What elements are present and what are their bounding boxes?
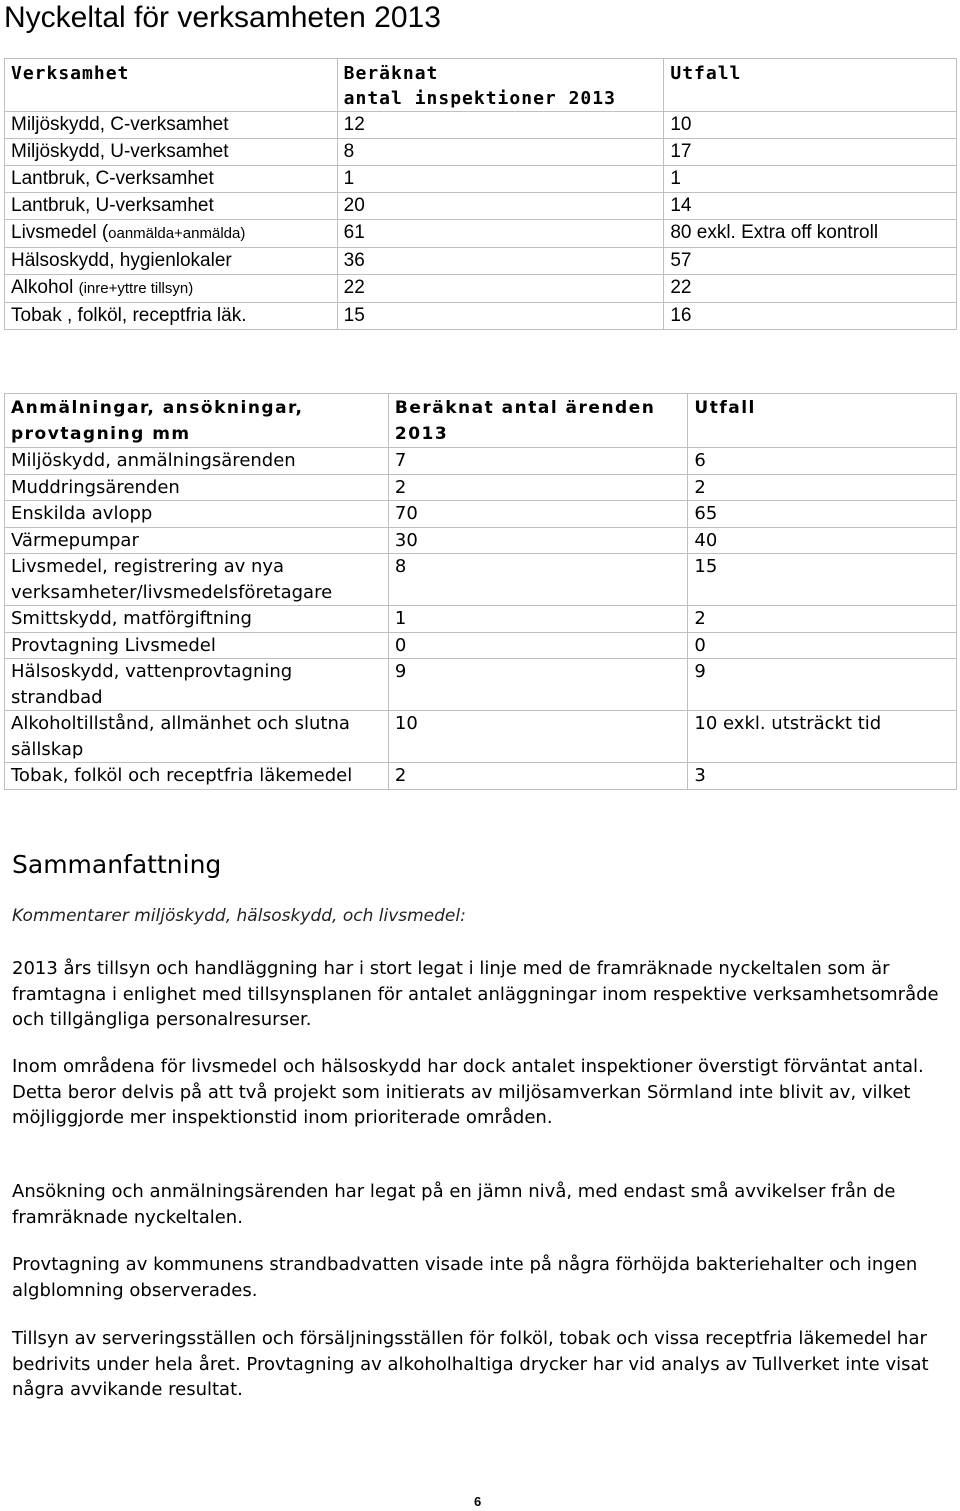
table-row (5, 193, 957, 220)
table-row (5, 606, 957, 633)
row-outcome: 22 (664, 275, 957, 303)
table-row (5, 448, 957, 475)
cases-table (4, 393, 957, 790)
row-planned: 22 (337, 275, 664, 303)
row-name: Smittskydd, matförgiftning (5, 606, 389, 633)
row-outcome: 6 (688, 448, 957, 475)
summary-subheading: Kommentarer miljöskydd, hälsoskydd, och livsmedel: (12, 906, 466, 926)
table-row (5, 248, 957, 275)
row-planned: 12 (337, 112, 664, 139)
summary-paragraph: Ansökning och anmälningsärenden har legat på en jämn nivå, med endast små avvikelser från de framräknade nyckeltalen. (12, 1181, 896, 1228)
table-row (5, 711, 957, 763)
table-header-row (5, 394, 957, 448)
row-outcome: 17 (664, 139, 957, 166)
table-row (5, 554, 957, 606)
row-name: Miljöskydd, anmälningsärenden (5, 448, 389, 475)
row-outcome: 15 (688, 554, 957, 606)
row-outcome: 80 exkl. Extra off kontroll (664, 220, 957, 248)
table-row (5, 527, 957, 554)
table-row (5, 112, 957, 139)
row-name (5, 139, 338, 166)
row-planned: 1 (388, 606, 688, 633)
header-category: Anmälningar, ansökningar, provtagning mm (5, 394, 389, 448)
row-outcome: 40 (688, 527, 957, 554)
row-name: Muddringsärenden (5, 474, 389, 501)
row-name (5, 166, 338, 193)
summary-paragraph: Inom områdena för livsmedel och hälsoskydd har dock antalet inspektioner överstigt förväntat antal. Detta beror delvis på att två projekt som initierats av miljösamverkan Sörmland inte blivit av, vilket möjliggjorde mer inspektionstid inom prioriterade områden. (12, 1056, 924, 1128)
row-planned: 2 (388, 474, 688, 501)
row-outcome: 3 (688, 763, 957, 790)
row-name: Provtagning Livsmedel (5, 632, 389, 659)
table-row (5, 632, 957, 659)
row-planned: 1 (337, 166, 664, 193)
row-planned: 15 (337, 303, 664, 330)
row-name-text: Hälsoskydd, hygienlokaler (11, 250, 232, 271)
table-row (5, 659, 957, 711)
row-outcome: 2 (688, 474, 957, 501)
row-name: Hälsoskydd, vattenprovtagning strandbad (5, 659, 389, 711)
table-row (5, 474, 957, 501)
row-name-text: Livsmedel ( (11, 222, 109, 243)
header-planned-line1: Beräknat (343, 63, 439, 84)
row-planned: 9 (388, 659, 688, 711)
row-planned: 7 (388, 448, 688, 475)
row-planned: 20 (337, 193, 664, 220)
row-name-text: Alkohol (11, 277, 79, 298)
row-outcome: 16 (664, 303, 957, 330)
row-name: Alkoholtillstånd, allmänhet och slutna sällskap (5, 711, 389, 763)
row-planned: 61 (337, 220, 664, 248)
row-name (5, 220, 338, 248)
summary-paragraph: Provtagning av kommunens strandbadvatten visade inte på några förhöjda bakteriehalter och ingen algblomning observerades. (12, 1254, 918, 1301)
row-name: Livsmedel, registrering av nya verksamheter/livsmedelsföretagare (5, 554, 389, 606)
row-outcome: 1 (664, 166, 957, 193)
row-planned: 0 (388, 632, 688, 659)
row-planned: 8 (388, 554, 688, 606)
row-name (5, 303, 338, 330)
row-name-text: Lantbruk, C-verksamhet (11, 168, 214, 189)
table-row (5, 220, 957, 248)
row-name-note: oanmälda+anmälda) (108, 225, 246, 242)
row-name: Tobak, folköl och receptfria läkemedel (5, 763, 389, 790)
row-outcome: 10 exkl. utsträckt tid (688, 711, 957, 763)
row-outcome: 65 (688, 501, 957, 528)
row-planned: 30 (388, 527, 688, 554)
inspections-table (4, 58, 957, 330)
row-name-text: Lantbruk, U-verksamhet (11, 195, 214, 216)
row-planned: 10 (388, 711, 688, 763)
row-outcome: 2 (688, 606, 957, 633)
summary-paragraph: Tillsyn av serveringsställen och försäljningsställen för folköl, tobak och vissa receptfria läkemedel har bedrivits under hela året. Provtagning av alkoholhaltiga drycker har vid analys av Tullverket inte visat några avvikande resultat. (12, 1328, 929, 1400)
table-row (5, 166, 957, 193)
summary-paragraph: 2013 års tillsyn och handläggning har i stort legat i linje med de framräknade nyckeltalen som är framtagna i enlighet med tillsynsplanen för antalet anläggningar inom respektive verksamhetsområde och tillgängliga personalresurser. (12, 958, 939, 1030)
row-outcome: 10 (664, 112, 957, 139)
row-name (5, 248, 338, 275)
table-header-row (5, 59, 957, 112)
page-title: Nyckeltal för verksamheten 2013 (4, 1, 441, 34)
header-planned: Beräknat antal ärenden 2013 (388, 394, 688, 448)
header-planned-line2: antal inspektioner 2013 (343, 88, 616, 109)
row-name: Värmepumpar (5, 527, 389, 554)
row-outcome: 14 (664, 193, 957, 220)
row-planned: 8 (337, 139, 664, 166)
row-planned: 70 (388, 501, 688, 528)
table-row (5, 501, 957, 528)
row-name-note: (inre+yttre tillsyn) (78, 280, 194, 297)
table-row (5, 763, 957, 790)
row-name-text: Tobak , folköl, receptfria läk. (11, 305, 247, 326)
row-outcome: 57 (664, 248, 957, 275)
table-row (5, 303, 957, 330)
header-outcome: Utfall (664, 59, 957, 112)
row-planned: 2 (388, 763, 688, 790)
table-row (5, 139, 957, 166)
row-name (5, 112, 338, 139)
row-planned: 36 (337, 248, 664, 275)
row-name: Enskilda avlopp (5, 501, 389, 528)
row-name-text: Miljöskydd, U-verksamhet (11, 141, 229, 162)
header-planned (337, 59, 664, 112)
page-number: 6 (474, 1494, 482, 1509)
header-outcome: Utfall (688, 394, 957, 448)
row-name-text: Miljöskydd, C-verksamhet (11, 114, 229, 135)
table-row (5, 275, 957, 303)
row-name (5, 275, 338, 303)
row-outcome: 9 (688, 659, 957, 711)
row-outcome: 0 (688, 632, 957, 659)
row-name (5, 193, 338, 220)
summary-heading: Sammanfattning (12, 850, 222, 879)
header-verksamhet: Verksamhet (5, 59, 338, 112)
